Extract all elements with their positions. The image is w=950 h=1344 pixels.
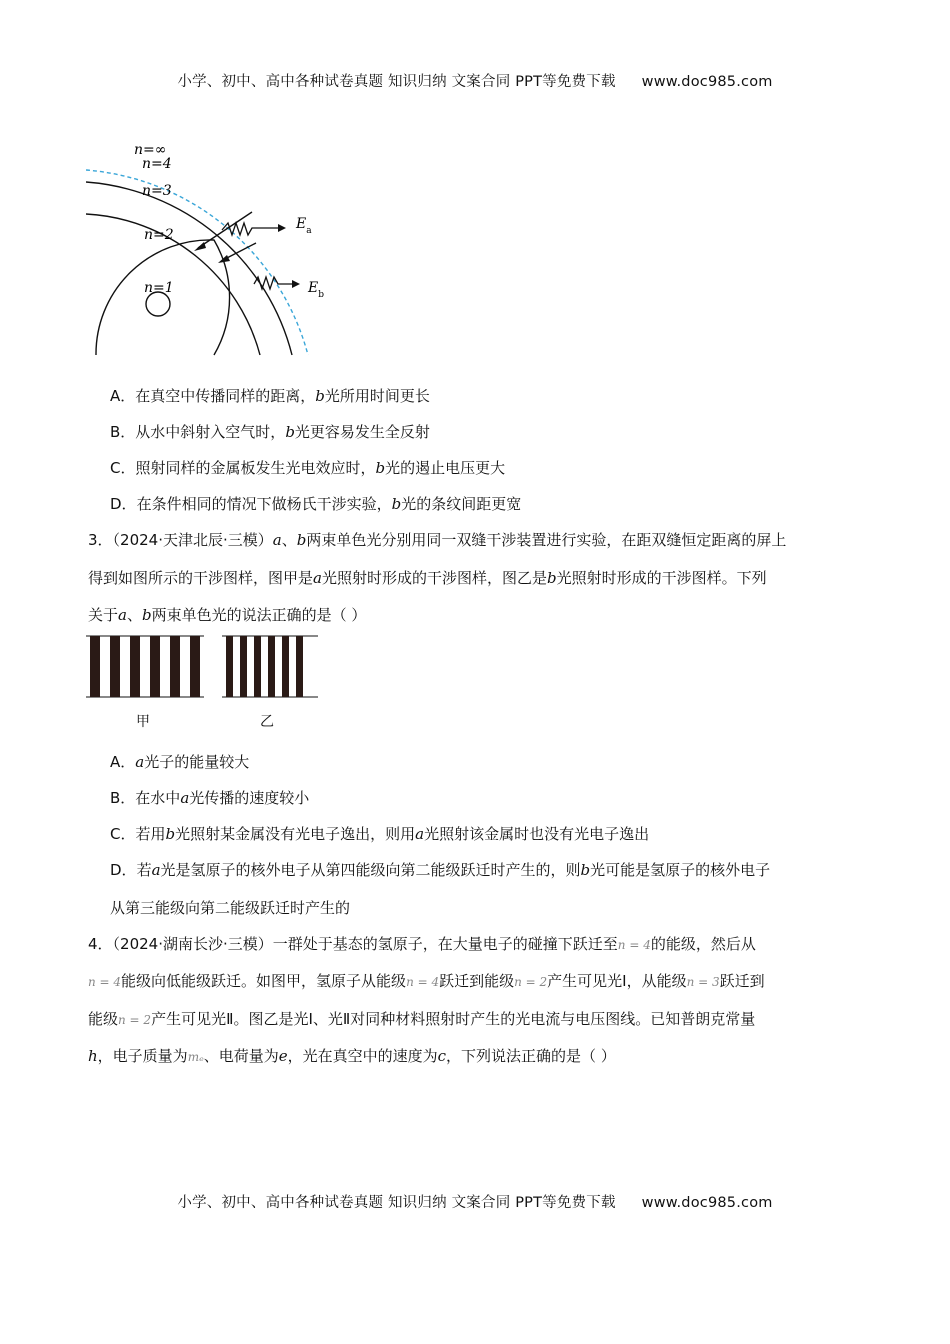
caption-jia: 甲: [136, 714, 150, 730]
label-n1: n=1: [144, 280, 174, 296]
footer-site: www.doc985.com: [641, 1195, 773, 1211]
q2-option-a: A．在真空中传播同样的距离，b光所用时间更长: [110, 387, 430, 405]
page-header: [0, 70, 950, 91]
label-n4: n=4: [142, 156, 172, 172]
label-Ea: $E_a$: [296, 216, 312, 236]
q3-line-1: 3．（2024·天津北辰·三模）a、b两束单色光分别用同一双缝干涉装置进行实验，在距双缝恒定距离的屏上: [88, 531, 787, 549]
q4-line-4: h，电子质量为mₑ、电荷量为e，光在真空中的速度为c，下列说法正确的是（ ）: [88, 1047, 616, 1065]
level-n-inf-arc: [86, 170, 308, 355]
q3-option-d-continued: 从第三能级向第二能级跃迁时产生的: [110, 899, 351, 917]
header-text: 小学、初中、高中各种试卷真题 知识归纳 文案合同 PPT等免费下载: [177, 74, 616, 90]
caption-yi: 乙: [260, 714, 274, 730]
pattern-yi: [226, 636, 303, 697]
header-site: www.doc985.com: [641, 74, 773, 90]
q4-line-3: 能级n = 2产生可见光Ⅱ。图乙是光Ⅰ、光Ⅱ对同种材料照射时产生的光电流与电压图线。已知普朗克常量: [88, 1010, 756, 1028]
arrow-a-head: [194, 242, 206, 251]
q2-option-c: C．照射同样的金属板发生光电效应时，b光的遏止电压更大: [110, 459, 506, 477]
page-footer: [0, 1191, 950, 1212]
label-Eb: $E_b$: [308, 280, 324, 300]
q3-option-a: A．a光子的能量较大: [110, 753, 250, 771]
label-n2: n=2: [144, 227, 174, 243]
q2-option-d: D．在条件相同的情况下做杨氏干涉实验，b光的条纹间距更宽: [110, 495, 522, 513]
q2-option-b: B．从水中斜射入空气时，b光更容易发生全反射: [110, 423, 430, 441]
q3-line-3: 关于a、b两束单色光的说法正确的是（ ）: [88, 606, 367, 624]
photon-b: [254, 277, 296, 289]
arrow-b-head: [218, 255, 230, 263]
q4-line-1: 4．（2024·湖南长沙·三模）一群处于基态的氢原子，在大量电子的碰撞下跃迁至n = 4的能级，然后从: [88, 935, 756, 953]
q3-option-c: C．若用b光照射某金属没有光电子逸出，则用a光照射该金属时也没有光电子逸出: [110, 825, 650, 843]
photon-a: [222, 223, 282, 235]
footer-text: 小学、初中、高中各种试卷真题 知识归纳 文案合同 PPT等免费下载: [177, 1195, 616, 1211]
interference-patterns: [86, 634, 326, 702]
label-n-inf: n=∞: [134, 142, 167, 158]
pattern-jia: [90, 636, 200, 697]
q3-option-b: B．在水中a光传播的速度较小: [110, 789, 310, 807]
label-n3: n=3: [142, 183, 172, 199]
energy-level-diagram: [86, 140, 346, 360]
level-n2-arc: [96, 240, 230, 355]
q3-line-2: 得到如图所示的干涉图样，图甲是a光照射时形成的干涉图样，图乙是b光照射时形成的干涉图样。下列: [88, 569, 767, 587]
q4-line-2: n = 4能级向低能级跃迁。如图甲，氢原子从能级n = 4跃迁到能级n = 2产生可见光Ⅰ，从能级n = 3跃迁到: [88, 972, 765, 990]
q3-option-d: D．若a光是氢原子的核外电子从第四能级向第二能级跃迁时产生的，则b光可能是氢原子的核外电子: [110, 861, 771, 879]
level-n4-arc: [86, 182, 292, 355]
